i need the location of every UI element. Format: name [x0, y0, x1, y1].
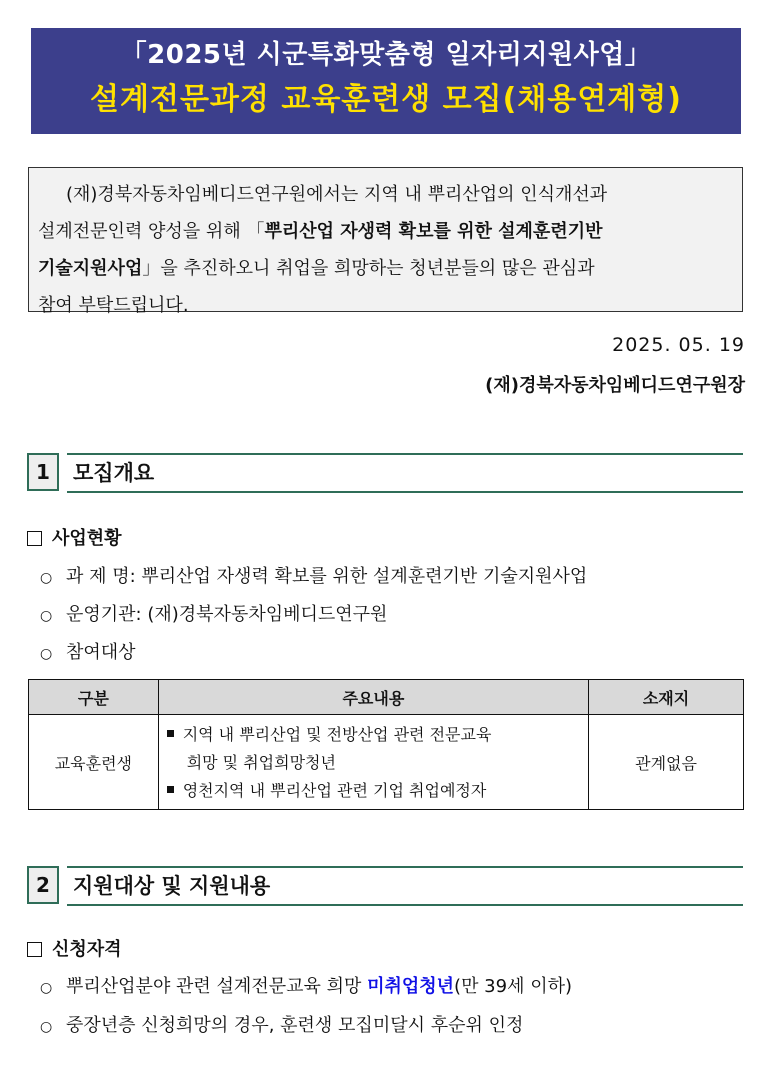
content-item-2-text: 영천지역 내 뿌리산업 관련 기업 취업예정자 [182, 781, 487, 800]
notice-date: 2025. 05. 19 [612, 334, 745, 356]
section-2-header [27, 866, 743, 908]
subheading-business-status [27, 524, 122, 550]
table-row [29, 715, 744, 810]
intro-line-3-bold: 기술지원사업 [38, 258, 143, 279]
title-banner [31, 28, 741, 134]
table-cell-location: 관계없음 [589, 715, 744, 810]
section-2-number: 2 [27, 866, 59, 904]
table-cell-category: 교육훈련생 [29, 715, 159, 810]
content-item-1 [167, 721, 580, 749]
circle-bullet-icon: ○ [40, 570, 53, 586]
table-header-content: 주요내용 [158, 680, 588, 715]
table-cell-content [158, 715, 588, 810]
section-1-title: 모집개요 [67, 453, 743, 493]
circle-bullet-icon: ○ [40, 1019, 53, 1035]
bullet-text: 과 제 명: 뿌리산업 자생력 확보를 위한 설계훈련기반 기술지원사업 [66, 566, 588, 587]
intro-line-2 [38, 213, 733, 250]
circle-bullet-icon: ○ [40, 646, 53, 662]
participant-table [28, 679, 744, 810]
content-item-1-cont: 희망 및 취업희망청년 [186, 753, 336, 772]
checkbox-square-icon [27, 942, 42, 957]
subheading-text: 사업현황 [52, 528, 122, 549]
intro-line-3 [38, 250, 733, 287]
square-bullet-icon [167, 786, 174, 793]
bullet-text-suffix: (만 39세 이하) [454, 976, 572, 997]
subheading-text: 신청자격 [52, 939, 122, 960]
checkbox-square-icon [27, 531, 42, 546]
bullet-target [40, 638, 136, 664]
table-header-row [29, 680, 744, 715]
intro-box [28, 167, 743, 316]
intro-line-4: 참여 부탁드립니다. [38, 295, 189, 316]
banner-title-line1: 「2025년 시군특화맞춤형 일자리지원사업」 [120, 40, 652, 70]
table-header-category: 구분 [29, 680, 159, 715]
highlight-unemployed-youth: 미취업청년 [367, 976, 455, 997]
bullet-eligibility-middle-aged [40, 1011, 523, 1037]
bullet-text: 뿌리산업분야 관련 설계전문교육 희망 [66, 976, 368, 997]
intro-line-2-bold: 뿌리산업 자생력 확보를 위한 설계훈련기반 [264, 221, 603, 242]
section-2-title: 지원대상 및 지원내용 [67, 866, 743, 906]
bullet-eligibility-youth [40, 972, 572, 998]
content-item-2 [167, 777, 580, 805]
bullet-text: 참여대상 [66, 642, 136, 663]
bullet-operator [40, 600, 387, 626]
section-1-header [27, 453, 743, 495]
circle-bullet-icon: ○ [40, 980, 53, 996]
content-item-1-text: 지역 내 뿌리산업 및 전방산업 관련 전문교육 [182, 725, 492, 744]
intro-line-1: (재)경북자동차임베디드연구원에서는 지역 내 뿌리산업의 인식개선과 [66, 184, 608, 205]
signer-name: (재)경북자동차임베디드연구원장 [485, 375, 745, 396]
bullet-text: 운영기관: (재)경북자동차임베디드연구원 [66, 604, 388, 625]
table-header-location: 소재지 [589, 680, 744, 715]
intro-line-2-text: 설계전문인력 양성을 위해 「 [38, 221, 265, 242]
intro-line-3-text: 」을 추진하오니 취업을 희망하는 청년분들의 많은 관심과 [142, 258, 595, 279]
square-bullet-icon [167, 730, 174, 737]
bullet-project-name [40, 562, 587, 588]
subheading-eligibility [27, 935, 122, 961]
bullet-text: 중장년층 신청희망의 경우, 훈련생 모집미달시 후순위 인정 [66, 1015, 524, 1036]
circle-bullet-icon: ○ [40, 608, 53, 624]
section-1-number: 1 [27, 453, 59, 491]
banner-title-line2: 설계전문과정 교육훈련생 모집(채용연계형) [90, 82, 682, 117]
